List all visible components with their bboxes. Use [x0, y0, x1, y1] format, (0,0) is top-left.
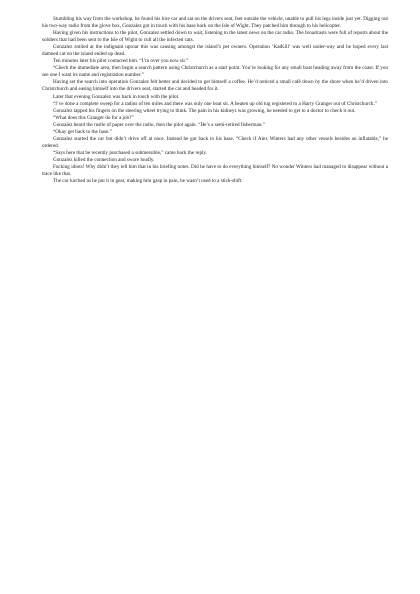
- paragraph: “I’ve done a complete sweep for a radius of ten miles and there was only one boat sir. A beaten up old tug registered to a Harry Granger out of Christchurch.”: [53, 100, 378, 107]
- paragraph: “What does this Granger do for a job?”: [53, 114, 134, 121]
- paragraph: Having given his instructions to the pilot, Gonzalez settled down to wait, listening to the latest news on the car radio. The broadcasts were full of reports about the soldiers that had been sent to the Isle of Wight to cull all the infected cats.: [42, 30, 388, 44]
- paragraph: Ten minutes later his pilot contacted him. “I’m over you now sir.”: [53, 58, 189, 65]
- paragraph: Gonzalez killed the connection and swore loudly.: [53, 156, 155, 163]
- paragraph: Gonzalez tapped his fingers on the steering wheel trying to think. The pain in his kidneys was growing, he needed to get to a doctor to check it out.: [53, 107, 356, 114]
- paragraph: “Check the immediate area, then begin a search pattern using Christchurch as a start point. You’re looking for any small boat heading away from the coast. If you see one I want its name and registration number.”: [42, 65, 388, 79]
- paragraph: Fucking idiots! Why didn’t they tell him that in his briefing notes. Did he have to do everything himself? No wonder Winters had managed to disappear without a trace like that.: [42, 163, 388, 178]
- paragraph: Later that evening Gonzalez was back in touch with the pilot.: [53, 93, 180, 100]
- paragraph: Gonzalez started the car but didn’t drive off at once. Instead he got back to his base. “Check if Alex Winters had any other vessels besides an inflatable,” he ordered.: [42, 135, 388, 149]
- paragraph: Gonzalez smiled at the indignant uproar this was causing amongst the island’s pet owners. Operation ‘KatKill’ was well under-way and he hoped every last damned cat on the island ended up dead.: [42, 44, 388, 58]
- paragraph: The car lurched as he put it in gear, making him gasp in pain, he wasn’t used to a stick-shift.: [53, 178, 243, 185]
- paragraph: Gonzalez heard the rustle of paper over the radio, then the pilot again. “He’s a semi-retired fisherman.”: [53, 121, 265, 128]
- paragraph: Having set the search into operation Gonzalez felt better and decided to get himself a coffee. He’d noticed a small café down by the shore when he’d driven into Christchurch and easing himself into the drivers seat, started the car and headed for it.: [42, 79, 388, 93]
- story-text: [42, 16, 388, 185]
- paragraph: “Okay get back to the base.”: [53, 128, 112, 135]
- paragraph: Stumbling his way from the workshop, he found his hire car and sat on the drivers seat, feet outside the vehicle, unable to pull his legs inside just yet. Digging out his two-way radio from the glove box, Gonzalez got in touch with his base back on the Isle of Wight. They patched him through to his helicopter.: [42, 16, 388, 30]
- paragraph: “Says here that he recently purchased a submersible,” came back the reply.: [53, 149, 207, 156]
